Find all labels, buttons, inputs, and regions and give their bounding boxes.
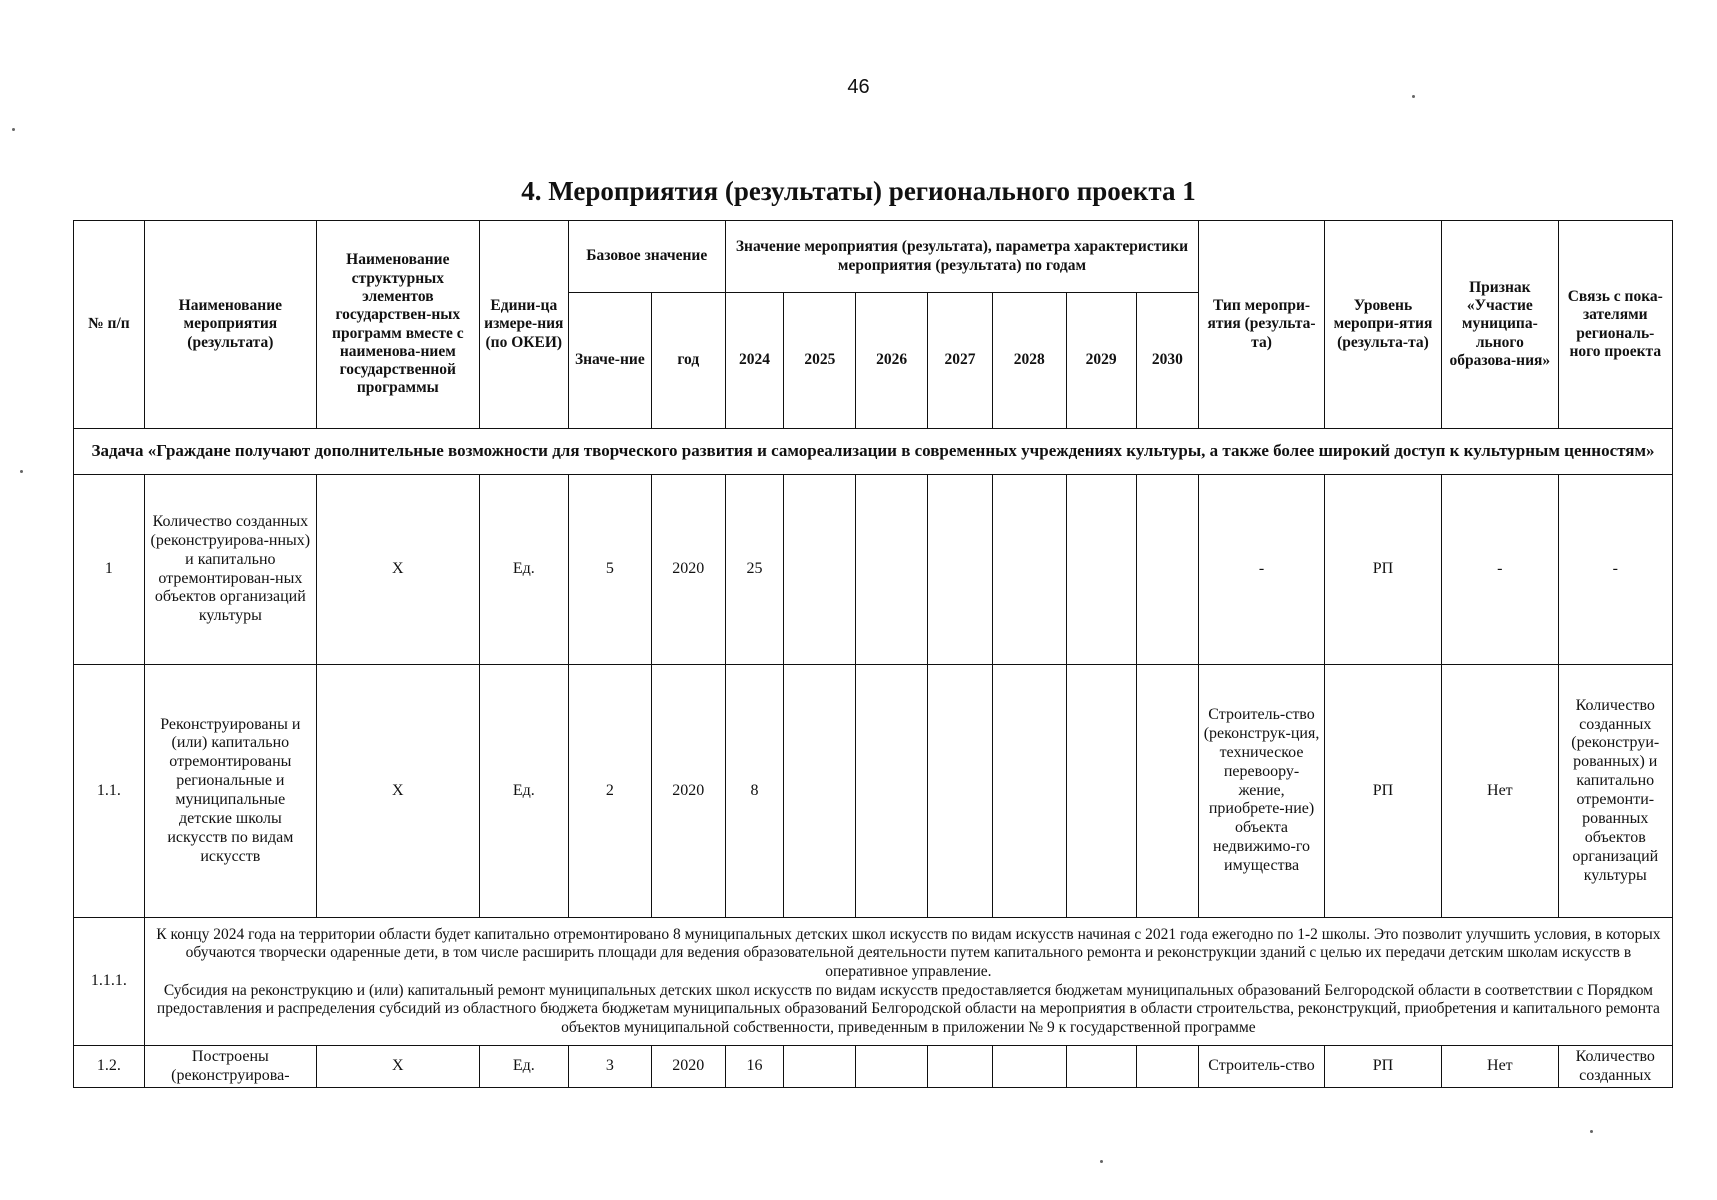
header-name: Наименование мероприятия (результата) xyxy=(144,221,316,429)
page-title: 4. Мероприятия (результаты) регионального проекта 1 xyxy=(521,176,1196,206)
row-unit: Ед. xyxy=(479,665,568,918)
scan-speck xyxy=(1100,1160,1103,1163)
scan-speck xyxy=(1412,95,1415,98)
row-value-2024: 8 xyxy=(725,665,784,918)
header-base-value: Значе-ние xyxy=(568,293,651,429)
header-level: Уровень меропри-ятия (результа-та) xyxy=(1324,221,1441,429)
page-number: 46 xyxy=(847,76,870,98)
row-base-value: 2 xyxy=(568,665,651,918)
row-value-2025 xyxy=(784,1046,856,1088)
header-municipal: Признак «Участие муниципа-льного образова-ния» xyxy=(1442,221,1558,429)
header-year-2030: 2030 xyxy=(1136,293,1199,429)
row-level: РП xyxy=(1324,665,1441,918)
row-value-2029 xyxy=(1066,1046,1136,1088)
row-link: - xyxy=(1558,475,1672,665)
header-base-group: Базовое значение xyxy=(568,221,725,293)
header-type: Тип меропри-ятия (результа-та) xyxy=(1199,221,1324,429)
task-text: Задача «Граждане получают дополнительные возможности для творческого развития и самореализации в современных учреждениях культуры, а также более широкий доступ к культурным ценностям» xyxy=(74,429,1673,475)
table-row xyxy=(74,475,1673,665)
header-year-2029: 2029 xyxy=(1066,293,1136,429)
row-value-2026 xyxy=(856,665,928,918)
row-municipal: - xyxy=(1442,475,1558,665)
header-years-group: Значение мероприятия (результата), параметра характеристики мероприятия (результата) по годам xyxy=(725,221,1199,293)
row-value-2029 xyxy=(1066,665,1136,918)
header-year-2026: 2026 xyxy=(856,293,928,429)
row-structural: X xyxy=(316,665,479,918)
row-base-year: 2020 xyxy=(651,1046,725,1088)
row-link: Количество созданных xyxy=(1558,1046,1672,1088)
scan-speck xyxy=(20,470,23,473)
row-base-value: 5 xyxy=(568,475,651,665)
row-municipal: Нет xyxy=(1442,1046,1558,1088)
header-year-2027: 2027 xyxy=(928,293,993,429)
row-type: Строитель-ство xyxy=(1199,1046,1324,1088)
row-value-2026 xyxy=(856,475,928,665)
row-value-2027 xyxy=(928,665,993,918)
row-type: Строитель-ство (реконструк-ция, техническое перевоору-жение, приобрете-ние) объекта недвижимо-го имущества xyxy=(1199,665,1324,918)
header-link: Связь с пока-зателями региональ-ного проекта xyxy=(1558,221,1672,429)
row-level: РП xyxy=(1324,475,1441,665)
row-num: 1.1. xyxy=(74,665,145,918)
description-text: К концу 2024 года на территории области будет капитально отремонтировано 8 муниципальных детских школ искусств по видам искусств начиная с 2021 года ежегодно по 1-2 школы. Это позволит улучшить условия, в которых обучаются творчески одаренные дети, в том числе расширить площади для ведения образовательной деятельности путем капитального ремонта и реконструкции зданий с целью их передачи детским школам искусств в оперативное управление. Субсидия на реконструкцию и (или) капитальный ремонт муниципальных детских школ искусств по видам искусств предоставляется бюджетам муниципальных образований Белгородской области в соответствии с Порядком предоставления и распределения субсидий из областного бюджета бюджетам муниципальных образований Белгородской области на мероприятия в области строительства, реконструкций, приобретения и капитального ремонта объектов муниципальной собственности, приведенным в приложении № 9 к государственной программе xyxy=(144,918,1672,1046)
row-value-2030 xyxy=(1136,665,1199,918)
header-year-2024: 2024 xyxy=(725,293,784,429)
row-type: - xyxy=(1199,475,1324,665)
row-name: Построены (реконструирова- xyxy=(144,1046,316,1088)
scan-speck xyxy=(12,128,15,131)
row-unit: Ед. xyxy=(479,1046,568,1088)
row-name: Количество созданных (реконструирова-нных) и капитально отремонтирован-ных объектов организаций культуры xyxy=(144,475,316,665)
row-value-2024: 16 xyxy=(725,1046,784,1088)
row-unit: Ед. xyxy=(479,475,568,665)
results-table xyxy=(73,220,1673,1088)
row-value-2027 xyxy=(928,475,993,665)
row-value-2024: 25 xyxy=(725,475,784,665)
row-value-2030 xyxy=(1136,1046,1199,1088)
row-value-2028 xyxy=(992,475,1066,665)
row-value-2027 xyxy=(928,1046,993,1088)
row-value-2028 xyxy=(992,665,1066,918)
row-base-year: 2020 xyxy=(651,665,725,918)
row-base-year: 2020 xyxy=(651,475,725,665)
row-num: 1 xyxy=(74,475,145,665)
row-municipal: Нет xyxy=(1442,665,1558,918)
description-row xyxy=(74,918,1673,1046)
row-level: РП xyxy=(1324,1046,1441,1088)
scan-speck xyxy=(1590,1130,1593,1133)
row-name: Реконструированы и (или) капитально отремонтированы региональные и муниципальные детские школы искусств по видам искусств xyxy=(144,665,316,918)
task-row xyxy=(74,429,1673,475)
row-num: 1.2. xyxy=(74,1046,145,1088)
header-unit: Едини-ца измере-ния (по ОКЕИ) xyxy=(479,221,568,429)
header-base-year: год xyxy=(651,293,725,429)
table-row xyxy=(74,665,1673,918)
row-value-2025 xyxy=(784,475,856,665)
header-row-1 xyxy=(74,221,1673,293)
row-structural: X xyxy=(316,1046,479,1088)
header-structural: Наименование структурных элементов государствен-ных программ вместе с наименова-нием государственной программы xyxy=(316,221,479,429)
header-year-2028: 2028 xyxy=(992,293,1066,429)
row-value-2025 xyxy=(784,665,856,918)
row-value-2028 xyxy=(992,1046,1066,1088)
description-num: 1.1.1. xyxy=(74,918,145,1046)
header-num: № п/п xyxy=(74,221,145,429)
row-base-value: 3 xyxy=(568,1046,651,1088)
row-link: Количество созданных (реконструи-рованных) и капитально отремонти-рованных объектов организаций культуры xyxy=(1558,665,1672,918)
row-value-2029 xyxy=(1066,475,1136,665)
row-value-2026 xyxy=(856,1046,928,1088)
table-row xyxy=(74,1046,1673,1088)
row-structural: X xyxy=(316,475,479,665)
row-value-2030 xyxy=(1136,475,1199,665)
header-year-2025: 2025 xyxy=(784,293,856,429)
